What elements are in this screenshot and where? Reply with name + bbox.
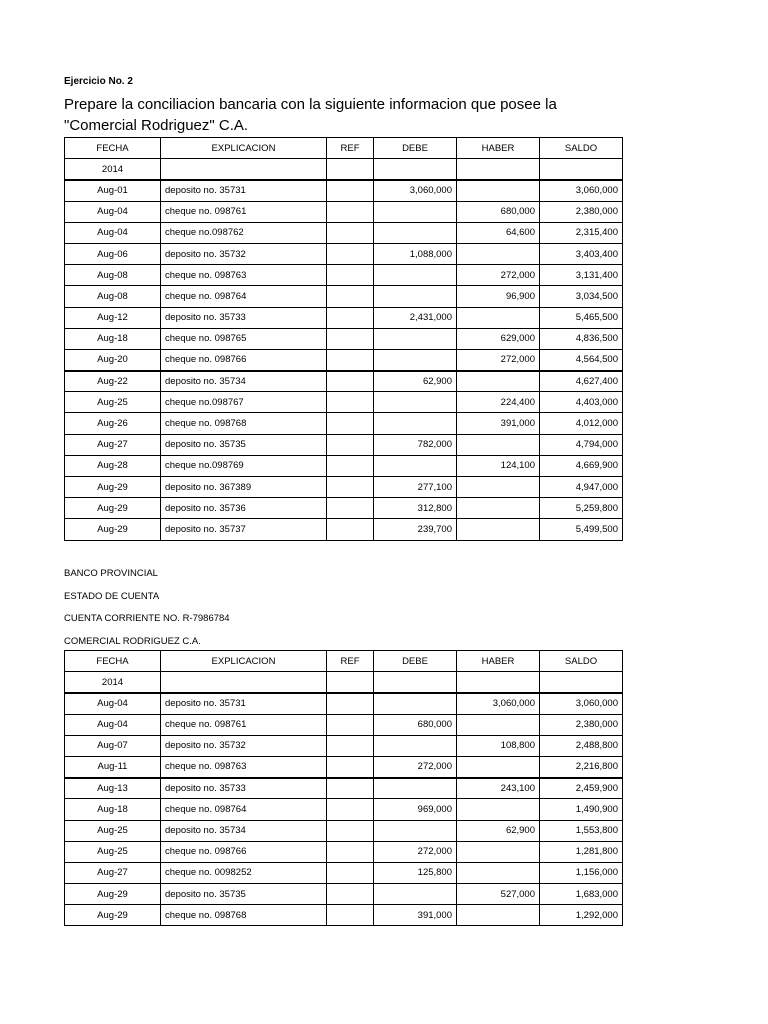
cell-debe: 125,800 (374, 862, 457, 883)
cell-haber (457, 371, 540, 392)
table-row (65, 371, 623, 392)
table-row (65, 714, 623, 735)
cell-fecha: Aug-26 (65, 413, 161, 434)
cell-debe: 969,000 (374, 799, 457, 820)
cell-ref (327, 498, 374, 519)
cell-explicacion: cheque no. 098766 (161, 841, 327, 862)
cell-saldo: 4,836,500 (540, 328, 623, 349)
header-debe: DEBE (374, 138, 457, 159)
cell-debe (374, 693, 457, 714)
empty-cell (161, 159, 327, 180)
cell-ref (327, 286, 374, 307)
header-fecha: FECHA (65, 138, 161, 159)
cell-explicacion: cheque no.098762 (161, 222, 327, 243)
cell-ref (327, 349, 374, 370)
header-fecha: FECHA (65, 651, 161, 672)
table-row (65, 349, 623, 370)
cell-explicacion: deposito no. 35734 (161, 820, 327, 841)
cell-debe (374, 392, 457, 413)
cell-explicacion: deposito no. 35733 (161, 307, 327, 328)
cell-haber (457, 714, 540, 735)
cell-explicacion: deposito no. 367389 (161, 477, 327, 498)
cell-fecha: Aug-20 (65, 349, 161, 370)
cell-saldo: 1,156,000 (540, 862, 623, 883)
cell-fecha: Aug-28 (65, 455, 161, 476)
cell-haber: 124,100 (457, 455, 540, 476)
cell-fecha: Aug-29 (65, 884, 161, 905)
table-row (65, 841, 623, 862)
cell-fecha: Aug-04 (65, 693, 161, 714)
cell-saldo: 1,683,000 (540, 884, 623, 905)
cell-debe (374, 265, 457, 286)
bank-name: BANCO PROVINCIAL (64, 568, 158, 579)
header-haber: HABER (457, 651, 540, 672)
cell-debe: 62,900 (374, 371, 457, 392)
cell-fecha: Aug-18 (65, 328, 161, 349)
cell-debe: 680,000 (374, 714, 457, 735)
cell-debe (374, 820, 457, 841)
cell-haber (457, 498, 540, 519)
cell-saldo: 3,060,000 (540, 180, 623, 201)
cell-saldo: 2,459,900 (540, 778, 623, 799)
table-row (65, 243, 623, 264)
cell-explicacion: cheque no. 098766 (161, 349, 327, 370)
cell-explicacion: deposito no. 35736 (161, 498, 327, 519)
cell-explicacion: cheque no. 098761 (161, 714, 327, 735)
cell-fecha: Aug-13 (65, 778, 161, 799)
cell-saldo: 4,627,400 (540, 371, 623, 392)
cell-ref (327, 519, 374, 540)
cell-haber: 62,900 (457, 820, 540, 841)
year-row (65, 672, 623, 693)
empty-cell (457, 159, 540, 180)
cell-saldo: 5,259,800 (540, 498, 623, 519)
table-row (65, 820, 623, 841)
year-row (65, 159, 623, 180)
header-haber: HABER (457, 138, 540, 159)
cell-haber (457, 519, 540, 540)
cell-fecha: Aug-07 (65, 735, 161, 756)
cell-ref (327, 778, 374, 799)
cell-haber: 629,000 (457, 328, 540, 349)
empty-cell (161, 672, 327, 693)
cell-explicacion: deposito no. 35735 (161, 884, 327, 905)
cell-ref (327, 180, 374, 201)
cell-debe (374, 455, 457, 476)
cell-explicacion: cheque no. 098765 (161, 328, 327, 349)
cell-ref (327, 222, 374, 243)
cell-saldo: 3,131,400 (540, 265, 623, 286)
cell-fecha: Aug-01 (65, 180, 161, 201)
cell-haber: 527,000 (457, 884, 540, 905)
company-ledger-body (65, 138, 623, 541)
cell-ref (327, 905, 374, 926)
instructions-heading (64, 94, 624, 136)
cell-haber (457, 905, 540, 926)
cell-fecha: Aug-29 (65, 905, 161, 926)
cell-explicacion: cheque no. 098764 (161, 286, 327, 307)
header-ref: REF (327, 138, 374, 159)
cell-fecha: Aug-04 (65, 222, 161, 243)
cell-ref (327, 735, 374, 756)
cell-haber: 64,600 (457, 222, 540, 243)
cell-haber: 391,000 (457, 413, 540, 434)
table-row (65, 307, 623, 328)
cell-fecha: Aug-27 (65, 434, 161, 455)
cell-ref (327, 477, 374, 498)
table-row (65, 778, 623, 799)
cell-explicacion: deposito no. 35732 (161, 243, 327, 264)
cell-explicacion: deposito no. 35734 (161, 371, 327, 392)
cell-saldo: 4,564,500 (540, 349, 623, 370)
header-saldo: SALDO (540, 651, 623, 672)
cell-explicacion: cheque no. 098768 (161, 413, 327, 434)
empty-cell (374, 672, 457, 693)
year-cell: 2014 (65, 672, 161, 693)
table-row (65, 392, 623, 413)
cell-haber: 224,400 (457, 392, 540, 413)
cell-saldo: 2,380,000 (540, 714, 623, 735)
cell-explicacion: cheque no. 098763 (161, 265, 327, 286)
cell-fecha: Aug-25 (65, 392, 161, 413)
cell-ref (327, 243, 374, 264)
cell-fecha: Aug-04 (65, 714, 161, 735)
header-explicacion: EXPLICACION (161, 138, 327, 159)
account-holder: COMERCIAL RODRIGUEZ C.A. (64, 635, 201, 647)
cell-saldo: 1,490,900 (540, 799, 623, 820)
header-row (65, 651, 623, 672)
header-row (65, 138, 623, 159)
cell-ref (327, 756, 374, 777)
table-row (65, 286, 623, 307)
table-row (65, 735, 623, 756)
cell-debe (374, 349, 457, 370)
table-row (65, 328, 623, 349)
cell-fecha: Aug-25 (65, 820, 161, 841)
cell-saldo: 2,216,800 (540, 756, 623, 777)
cell-saldo: 1,292,000 (540, 905, 623, 926)
cell-fecha: Aug-06 (65, 243, 161, 264)
table-row (65, 265, 623, 286)
cell-saldo: 4,403,000 (540, 392, 623, 413)
cell-haber (457, 862, 540, 883)
cell-fecha: Aug-27 (65, 862, 161, 883)
cell-ref (327, 455, 374, 476)
cell-ref (327, 413, 374, 434)
bank-statement-info (64, 563, 624, 653)
cell-debe (374, 884, 457, 905)
cell-saldo: 3,060,000 (540, 693, 623, 714)
empty-cell (540, 672, 623, 693)
cell-debe: 2,431,000 (374, 307, 457, 328)
cell-ref (327, 820, 374, 841)
cell-fecha: Aug-08 (65, 265, 161, 286)
cell-fecha: Aug-29 (65, 498, 161, 519)
cell-ref (327, 884, 374, 905)
cell-debe (374, 735, 457, 756)
table-row (65, 884, 623, 905)
cell-fecha: Aug-11 (65, 756, 161, 777)
table-row (65, 693, 623, 714)
cell-explicacion: cheque no. 098768 (161, 905, 327, 926)
cell-saldo: 2,315,400 (540, 222, 623, 243)
table-row (65, 180, 623, 201)
cell-debe: 239,700 (374, 519, 457, 540)
empty-cell (327, 672, 374, 693)
cell-haber (457, 477, 540, 498)
cell-saldo: 1,281,800 (540, 841, 623, 862)
cell-explicacion: deposito no. 35735 (161, 434, 327, 455)
cell-debe (374, 201, 457, 222)
cell-debe: 391,000 (374, 905, 457, 926)
cell-debe: 3,060,000 (374, 180, 457, 201)
cell-saldo: 4,012,000 (540, 413, 623, 434)
cell-ref (327, 714, 374, 735)
cell-haber: 272,000 (457, 265, 540, 286)
table-row (65, 498, 623, 519)
cell-debe (374, 286, 457, 307)
cell-saldo: 1,553,800 (540, 820, 623, 841)
cell-fecha: Aug-22 (65, 371, 161, 392)
header-debe: DEBE (374, 651, 457, 672)
year-cell: 2014 (65, 159, 161, 180)
table-row (65, 201, 623, 222)
cell-haber: 96,900 (457, 286, 540, 307)
cell-ref (327, 328, 374, 349)
cell-haber (457, 243, 540, 264)
cell-ref (327, 693, 374, 714)
cell-explicacion: cheque no. 098761 (161, 201, 327, 222)
instructions-line-1: Prepare la conciliacion bancaria con la siguiente informacion que posee la (64, 96, 557, 113)
cell-explicacion: deposito no. 35731 (161, 180, 327, 201)
cell-saldo: 4,669,900 (540, 455, 623, 476)
cell-haber (457, 434, 540, 455)
cell-fecha: Aug-25 (65, 841, 161, 862)
cell-fecha: Aug-12 (65, 307, 161, 328)
cell-saldo: 4,947,000 (540, 477, 623, 498)
cell-explicacion: deposito no. 35731 (161, 693, 327, 714)
table-row (65, 434, 623, 455)
cell-ref (327, 371, 374, 392)
table-row (65, 905, 623, 926)
cell-saldo: 3,034,500 (540, 286, 623, 307)
empty-cell (374, 159, 457, 180)
exercise-label: Ejercicio No. 2 (64, 76, 133, 87)
header-ref: REF (327, 651, 374, 672)
cell-ref (327, 841, 374, 862)
cell-debe (374, 222, 457, 243)
cell-explicacion: deposito no. 35733 (161, 778, 327, 799)
cell-haber: 3,060,000 (457, 693, 540, 714)
cell-debe: 312,800 (374, 498, 457, 519)
cell-debe: 272,000 (374, 841, 457, 862)
cell-saldo: 4,794,000 (540, 434, 623, 455)
empty-cell (327, 159, 374, 180)
cell-haber: 680,000 (457, 201, 540, 222)
cell-debe: 782,000 (374, 434, 457, 455)
cell-debe: 277,100 (374, 477, 457, 498)
cell-ref (327, 201, 374, 222)
cell-haber (457, 307, 540, 328)
empty-cell (540, 159, 623, 180)
cell-debe: 272,000 (374, 756, 457, 777)
header-explicacion: EXPLICACION (161, 651, 327, 672)
cell-haber: 272,000 (457, 349, 540, 370)
account-number: CUENTA CORRIENTE NO. R-7986784 (64, 613, 230, 624)
cell-haber (457, 180, 540, 201)
bank-ledger-body (65, 651, 623, 926)
cell-haber: 243,100 (457, 778, 540, 799)
cell-explicacion: cheque no. 098764 (161, 799, 327, 820)
cell-debe (374, 778, 457, 799)
table-row (65, 455, 623, 476)
cell-saldo: 3,403,400 (540, 243, 623, 264)
table-row (65, 799, 623, 820)
cell-haber (457, 841, 540, 862)
cell-saldo: 5,465,500 (540, 307, 623, 328)
cell-explicacion: deposito no. 35737 (161, 519, 327, 540)
cell-fecha: Aug-29 (65, 519, 161, 540)
cell-debe (374, 413, 457, 434)
cell-ref (327, 392, 374, 413)
company-ledger-table (64, 137, 623, 541)
cell-explicacion: cheque no. 098763 (161, 756, 327, 777)
cell-haber: 108,800 (457, 735, 540, 756)
table-row (65, 413, 623, 434)
cell-ref (327, 307, 374, 328)
cell-fecha: Aug-08 (65, 286, 161, 307)
cell-haber (457, 756, 540, 777)
cell-debe: 1,088,000 (374, 243, 457, 264)
cell-debe (374, 328, 457, 349)
cell-saldo: 5,499,500 (540, 519, 623, 540)
cell-fecha: Aug-29 (65, 477, 161, 498)
cell-explicacion: cheque no. 0098252 (161, 862, 327, 883)
cell-haber (457, 799, 540, 820)
cell-fecha: Aug-18 (65, 799, 161, 820)
statement-title: ESTADO DE CUENTA (64, 590, 160, 602)
cell-ref (327, 862, 374, 883)
cell-saldo: 2,380,000 (540, 201, 623, 222)
cell-explicacion: cheque no.098767 (161, 392, 327, 413)
cell-explicacion: deposito no. 35732 (161, 735, 327, 756)
cell-explicacion: cheque no.098769 (161, 455, 327, 476)
cell-fecha: Aug-04 (65, 201, 161, 222)
table-row (65, 519, 623, 540)
table-row (65, 756, 623, 777)
cell-ref (327, 434, 374, 455)
table-row (65, 477, 623, 498)
instructions-line-2: "Comercial Rodriguez" C.A. (64, 117, 249, 134)
empty-cell (457, 672, 540, 693)
cell-ref (327, 265, 374, 286)
header-saldo: SALDO (540, 138, 623, 159)
cell-saldo: 2,488,800 (540, 735, 623, 756)
cell-ref (327, 799, 374, 820)
table-row (65, 862, 623, 883)
table-row (65, 222, 623, 243)
bank-ledger-table (64, 650, 623, 926)
